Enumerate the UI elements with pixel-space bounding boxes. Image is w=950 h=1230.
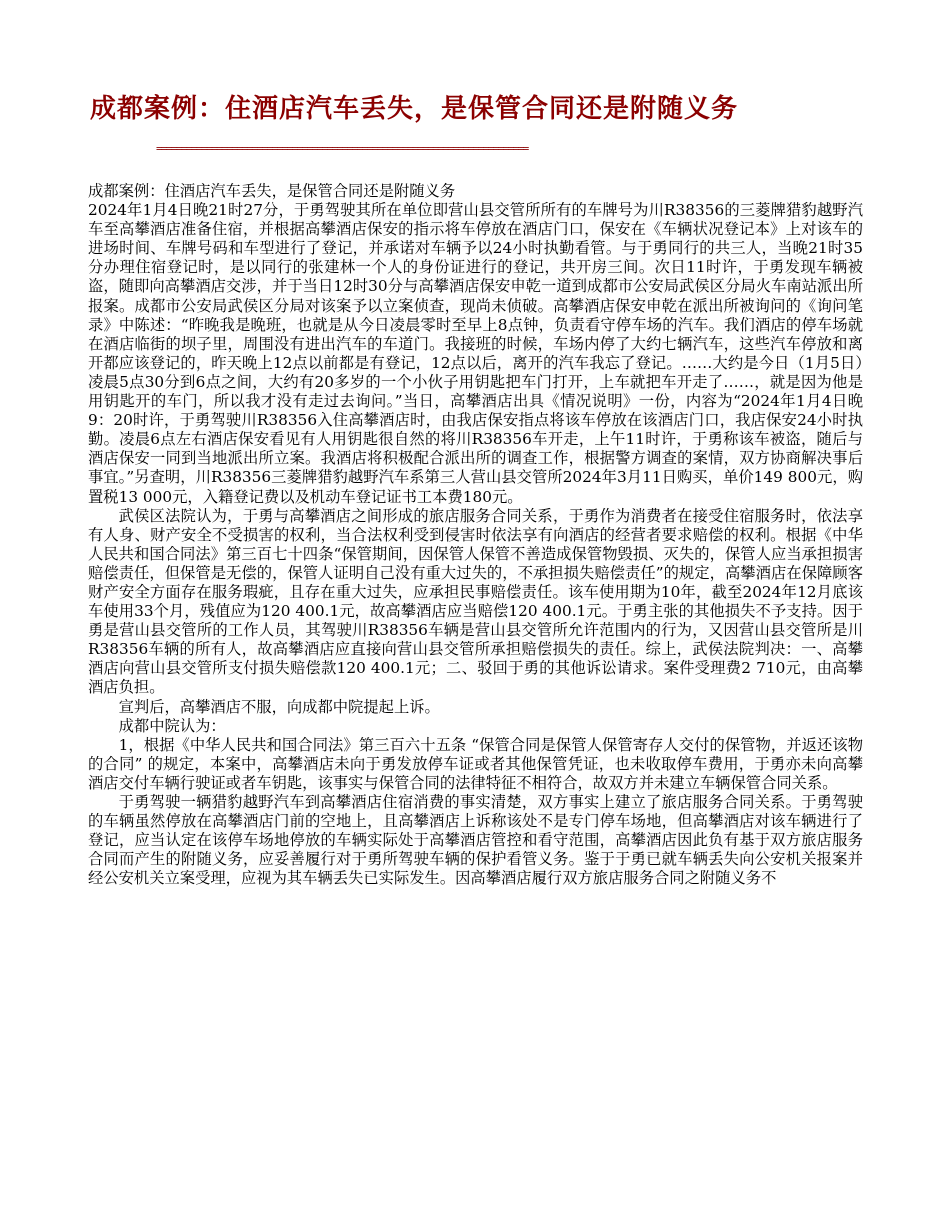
document-body bbox=[88, 182, 863, 888]
body-paragraph-heading: 成都案例：住酒店汽车丢失，是保管合同还是附随义务 bbox=[88, 182, 456, 200]
body-paragraph-point-one: 1，根据《中华人民共和国合同法》第三百六十五条 “保管合同是保管人保管寄存人交付的保管物，并返还该物的合同” 的规定，本案中，高攀酒店未向于勇发放停车证或者其他保管凭证，也未收取停车费用，于勇亦未向高攀酒店交付车辆行驶证或者车钥匙，该事实与保管合同的法律特征不相符合，故双方并未建立车辆保管合同关系。 bbox=[88, 735, 863, 792]
body-paragraph-facts: 2024年1月4日晚21时27分，于勇驾驶其所在单位即营山县交管所所有的车牌号为川R38356的三菱牌猎豹越野汽车至高攀酒店准备住宿，并根据高攀酒店保安的指示将车停放在酒店门口，保安在《车辆状况登记本》上对该车的进场时间、车牌号码和车型进行了登记，并承诺对车辆予以24小时执勤看管。与于勇同行的共三人，当晚21时35分办理住宿登记时，是以同行的张建林一个人的身份证进行的登记，共开房三间。次日11时许，于勇发现车辆被盗，随即向高攀酒店交涉，并于当日12时30分与高攀酒店保安申乾一道到成都市公安局武侯区分局火车南站派出所报案。成都市公安局武侯区分局对该案予以立案侦查，现尚未侦破。高攀酒店保安申乾在派出所被询问的《询问笔录》中陈述：“昨晚我是晚班，也就是从今日凌晨零时至早上8点钟，负责看守停车场的汽车。我们酒店的停车场就在酒店临街的坝子里，周围没有进出汽车的车道门。我接班的时候，车场内停了大约七辆汽车，这些汽车停放和离开都应该登记的，昨天晚上12点以前都是有登记，12点以后，离开的汽车我忘了登记。……大约是今日（1月5日）凌晨5点30分到6点之间，大约有20多岁的一个小伙子用钥匙把车门打开，上车就把车开走了……，就是因为他是用钥匙开的车门，所以我才没有走过去询问。”当日，高攀酒店出具《情况说明》一份，内容为“2024年1月4日晚9：20时许，于勇驾驶川R38356入住高攀酒店时，由我店保安指点将该车停放在该酒店门口，我店保安24小时执勤。凌晨6点左右酒店保安看见有人用钥匙很自然的将川R38356车开走，上午11时许，于勇称该车被盗，随后与酒店保安一同到当地派出所立案。我酒店将积极配合派出所的调查工作，根据警方调查的案情，双方协商解决事后事宜。”另查明，川R38356三菱牌猎豹越野汽车系第三人营山县交管所2024年3月11日购买，单价149 800元，购置税13 000元，入籍登记费以及机动车登记证书工本费180元。 bbox=[88, 201, 863, 506]
body-paragraph-court-view: 成都中院认为： bbox=[118, 716, 226, 735]
title-divider: ========================================================================== bbox=[156, 142, 528, 155]
body-paragraph-first-instance: 武侯区法院认为，于勇与高攀酒店之间形成的旅店服务合同关系，于勇作为消费者在接受住宿服务时，依法享有人身、财产安全不受损害的权利，当合法权利受到侵害时依法享有向酒店的经营者要求赔偿的权利。根据《中华人民共和国合同法》第三百七十四条“保管期间，因保管人保管不善造成保管物毁损、灭失的，保管人应当承担损害赔偿责任，但保管是无偿的，保管人证明自己没有重大过失的，不承担损失赔偿责任”的规定，高攀酒店在保障顾客财产安全方面存在服务瑕疵，且存在重大过失，应承担民事赔偿责任。该车使用期为10年，截至2024年12月底该车使用33个月，残值应为120 400.1元，故高攀酒店应当赔偿120 400.1元。于勇主张的其他损失不予支持。因于勇是营山县交管所的工作人员，其驾驶川R38356车辆是营山县交管所允许范围内的行为，又因营山县交管所是川R38356车辆的所有人，故高攀酒店应直接向营山县交管所承担赔偿损失的责任。综上，武侯法院判决：一、高攀酒店向营山县交管所支付损失赔偿款120 400.1元；二、驳回于勇的其他诉讼请求。案件受理费2 710元，由高攀酒店负担。 bbox=[88, 506, 863, 697]
body-paragraph-appeal: 宣判后，高攀酒店不服，向成都中院提起上诉。 bbox=[118, 697, 440, 716]
body-paragraph-point-two: 于勇驾驶一辆猎豹越野汽车到高攀酒店住宿消费的事实清楚，双方事实上建立了旅店服务合同关系。于勇驾驶的车辆虽然停放在高攀酒店门前的空地上，且高攀酒店上诉称该处不是专门停车场地，但高攀酒店对该车辆进行了登记，应当认定在该停车场地停放的车辆实际处于高攀酒店管控和看守范围，高攀酒店因此负有基于双方旅店服务合同而产生的附随义务，应妥善履行对于勇所驾驶车辆的保护看管义务。鉴于于勇已就车辆丢失向公安机关报案并经公安机关立案受理，应视为其车辆丢失已实际发生。因高攀酒店履行双方旅店服务合同之附随义务不 bbox=[88, 793, 863, 888]
document-title: 成都案例：住酒店汽车丢失，是保管合同还是附随义务 bbox=[90, 94, 739, 124]
